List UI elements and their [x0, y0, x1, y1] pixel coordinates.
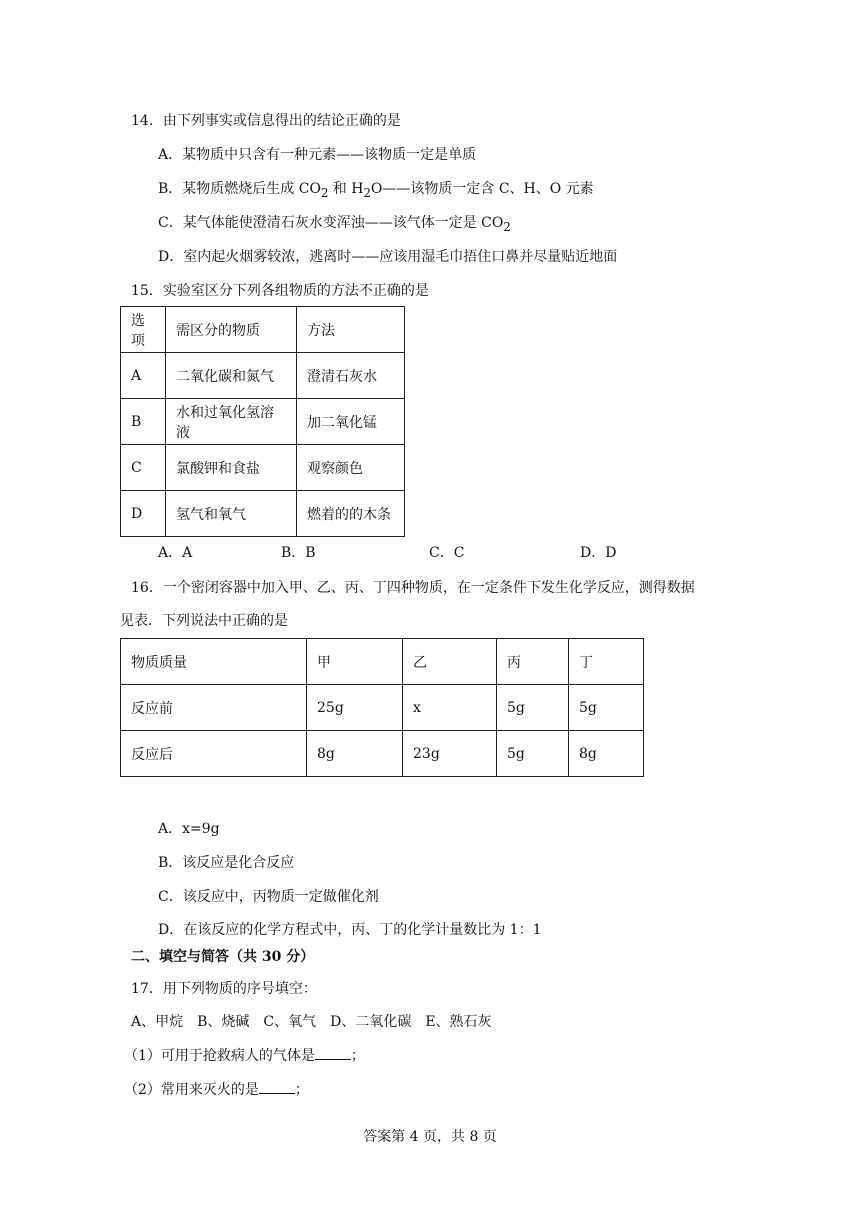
table-cell: 二氧化碳和氮气: [166, 353, 297, 399]
q17-sub1-text: （1）可用于抢救病人的气体是: [124, 1048, 315, 1064]
answer-blank[interactable]: [259, 1079, 295, 1094]
table-header-cell: 丁: [569, 639, 644, 685]
table-header-cell: 选项: [121, 307, 166, 353]
table-row: [121, 491, 405, 537]
q14-stem: 14．由下列事实或信息得出的结论正确的是: [131, 113, 401, 129]
table-row: [121, 353, 405, 399]
table-cell: 水和过氧化氢溶液: [166, 399, 297, 445]
table-cell: 8g: [569, 731, 644, 777]
q14-b-mid: 和 H: [328, 181, 364, 197]
q15-option-d: D．D: [580, 545, 617, 561]
table-cell: x: [403, 685, 497, 731]
section-title: 二、填空与简答（共 30 分）: [131, 949, 315, 965]
q14-option-d: D．室内起火烟雾较浓，逃离时——应该用湿毛巾捂住口鼻并尽量贴近地面: [158, 249, 618, 265]
q14-option-a: A．某物质中只含有一种元素——该物质一定是单质: [158, 147, 477, 163]
table-cell: A: [121, 353, 166, 399]
q14-option-c: [158, 213, 511, 237]
q17-sub1-end: ；: [350, 1048, 365, 1064]
table-cell: 观察颜色: [297, 445, 405, 491]
table-header-row: [121, 639, 644, 685]
table-cell: 氯酸钾和食盐: [166, 445, 297, 491]
table-row: [121, 445, 405, 491]
q14-b-sub1: 2: [320, 185, 329, 200]
q16-option-a: A．x=9g: [158, 821, 220, 837]
table-row: [121, 685, 644, 731]
q17-sub2-end: ；: [294, 1082, 309, 1098]
q17-sub2: [124, 1079, 309, 1100]
table-row: [121, 731, 644, 777]
q16-option-b: B．该反应是化合反应: [158, 855, 295, 871]
table-cell: D: [121, 491, 166, 537]
q16-table: [120, 638, 644, 777]
table-cell: 23g: [403, 731, 497, 777]
q17-stem: 17．用下列物质的序号填空：: [131, 981, 317, 997]
table-cell: 燃着的的木条: [297, 491, 405, 537]
q14-b-pre: B．某物质燃烧后生成 CO: [158, 181, 321, 197]
table-header-cell: 乙: [403, 639, 497, 685]
q14-b-post: O——该物质一定含 C、H、O 元素: [370, 181, 594, 197]
q17-sub1: [124, 1045, 365, 1066]
q15-stem: 15．实验室区分下列各组物质的方法不正确的是: [131, 283, 429, 299]
table-cell: 反应前: [121, 685, 307, 731]
q15-option-a: A．A: [158, 545, 193, 561]
table-cell: 5g: [569, 685, 644, 731]
q15-option-c: C．C: [429, 545, 465, 561]
table-header-row: [121, 307, 405, 353]
table-header-cell: 甲: [307, 639, 403, 685]
q14-c-sub: 2: [503, 219, 511, 234]
table-cell: 8g: [307, 731, 403, 777]
table-header-cell: 需区分的物质: [166, 307, 297, 353]
table-header-cell: 丙: [497, 639, 569, 685]
table-header-cell: 物质质量: [121, 639, 307, 685]
page-footer: 答案第 4 页，共 8 页: [363, 1129, 497, 1145]
table-cell: 氢气和氧气: [166, 491, 297, 537]
table-cell: 5g: [497, 685, 569, 731]
q14-b-sub2: 2: [363, 185, 371, 200]
q16-stem-line2: 见表．下列说法中正确的是: [120, 613, 288, 629]
q16-stem-line1: 16．一个密闭容器中加入甲、乙、丙、丁四种物质，在一定条件下发生化学反应，测得数据: [131, 580, 695, 596]
table-cell: 5g: [497, 731, 569, 777]
q15-table: [120, 306, 405, 537]
q15-option-b: B．B: [281, 545, 316, 561]
table-cell: 25g: [307, 685, 403, 731]
q14-option-b: [158, 179, 594, 203]
q17-choices: A、甲烷 B、烧碱 C、氧气 D、二氧化碳 E、熟石灰: [131, 1014, 492, 1030]
q14-c-pre: C．某气体能使澄清石灰水变浑浊——该气体一定是 CO: [158, 215, 504, 231]
q16-option-d: D．在该反应的化学方程式中，丙、丁的化学计量数比为 1：1: [158, 922, 542, 938]
q17-sub2-text: （2）常用来灭火的是: [124, 1082, 259, 1098]
table-header-cell: 方法: [297, 307, 405, 353]
answer-blank[interactable]: [315, 1045, 351, 1060]
q16-option-c: C．该反应中，丙物质一定做催化剂: [158, 889, 379, 905]
table-cell: 澄清石灰水: [297, 353, 405, 399]
table-cell: B: [121, 399, 166, 445]
table-cell: 加二氧化锰: [297, 399, 405, 445]
table-cell: 反应后: [121, 731, 307, 777]
table-cell: C: [121, 445, 166, 491]
table-row: [121, 399, 405, 445]
